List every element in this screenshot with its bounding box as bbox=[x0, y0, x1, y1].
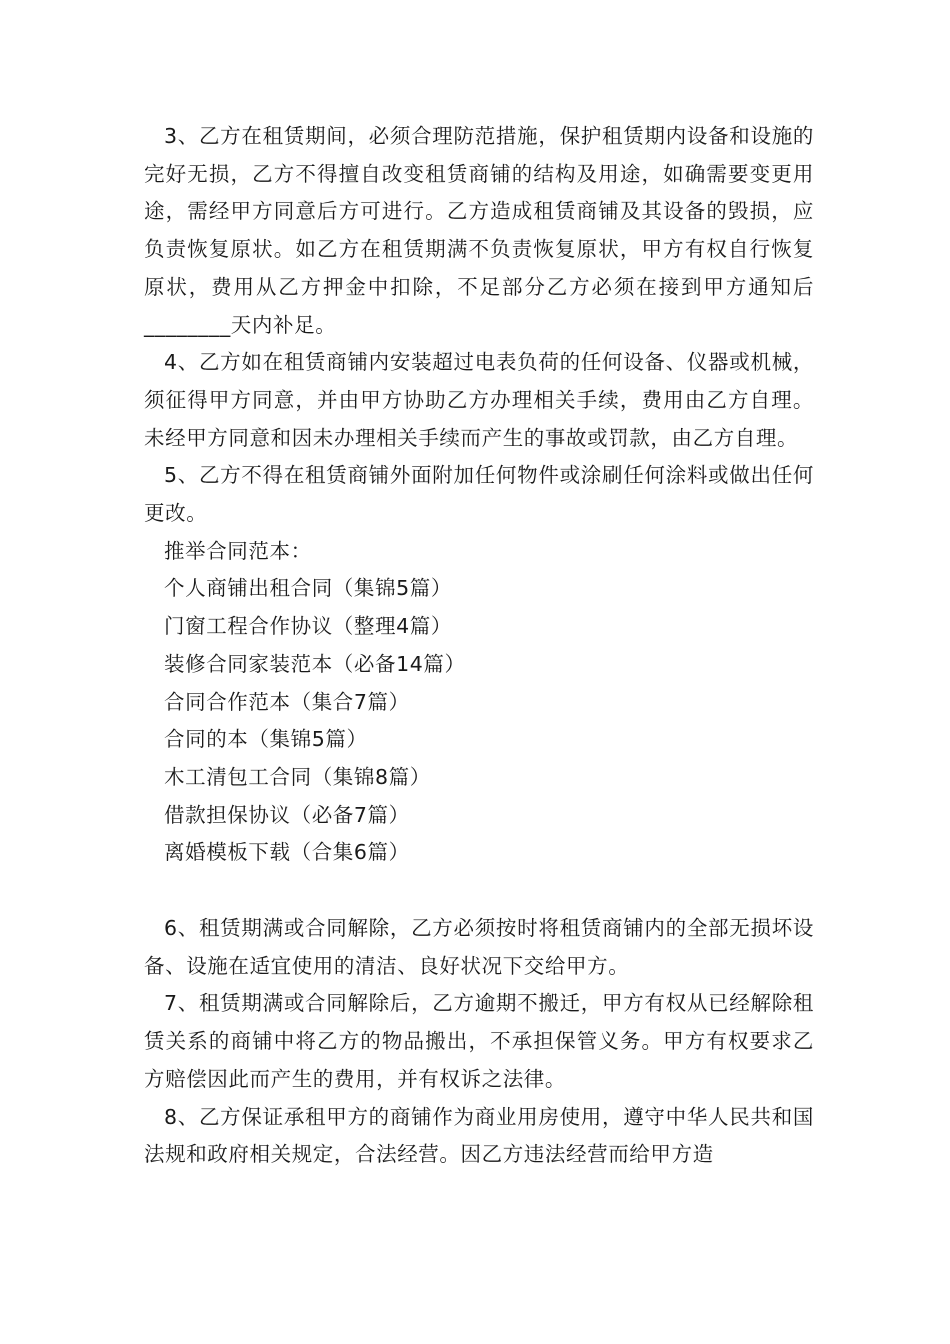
clause-5: 5、乙方不得在租赁商铺外面附加任何物件或涂刷任何涂料或做出任何更改。 bbox=[144, 463, 814, 526]
recommend-item: 合同的本（集锦5篇） bbox=[164, 727, 368, 752]
recommend-item: 木工清包工合同（集锦8篇） bbox=[164, 764, 431, 789]
clause-8: 8、乙方保证承租甲方的商铺作为商业用房使用，遵守中华人民共和国法规和政府相关规定，合法经营。因乙方违法经营而给甲方造 bbox=[144, 1104, 814, 1167]
recommend-item: 装修合同家装范本（必备14篇） bbox=[164, 651, 466, 676]
recommend-item: 借款担保协议（必备7篇） bbox=[164, 802, 410, 827]
document-body bbox=[144, 118, 814, 1174]
clause-7: 7、租赁期满或合同解除后，乙方逾期不搬迁，甲方有权从已经解除租赁关系的商铺中将乙方的物品搬出，不承担保管义务。甲方有权要求乙方赔偿因此而产生的费用，并有权诉之法律。 bbox=[144, 991, 814, 1091]
clause-6: 6、租赁期满或合同解除，乙方必须按时将租赁商铺内的全部无损坏设备、设施在适宜使用的清洁、良好状况下交给甲方。 bbox=[144, 916, 814, 978]
recommend-item: 个人商铺出租合同（集锦5篇） bbox=[164, 576, 452, 601]
clause-3: 3、乙方在租赁期间，必须合理防范措施，保护租赁期内设备和设施的完好无损，乙方不得擅自改变租赁商铺的结构及用途，如确需要变更用途，需经甲方同意后方可进行。乙方造成租赁商铺及其设备的毁损，应负责恢复原状。如乙方在租赁期满不负责恢复原状，甲方有权自行恢复原状，费用从乙方押金中扣除，不足部分乙方必须在接到甲方通知后________天内补足。 bbox=[144, 124, 814, 337]
blank-line bbox=[144, 872, 814, 910]
recommend-item: 门窗工程合作协议（整理4篇） bbox=[164, 614, 452, 639]
recommend-heading: 推举合同范本： bbox=[164, 538, 312, 563]
recommend-item: 合同合作范本（集合7篇） bbox=[164, 689, 410, 714]
clause-4: 4、乙方如在租赁商铺内安装超过电表负荷的任何设备、仪器或机械，须征得甲方同意，并由甲方协助乙方办理相关手续，费用由乙方自理。未经甲方同意和因未办理相关手续而产生的事故或罚款，由乙方自理。 bbox=[144, 350, 814, 450]
recommend-item: 离婚模板下载（合集6篇） bbox=[164, 840, 410, 865]
